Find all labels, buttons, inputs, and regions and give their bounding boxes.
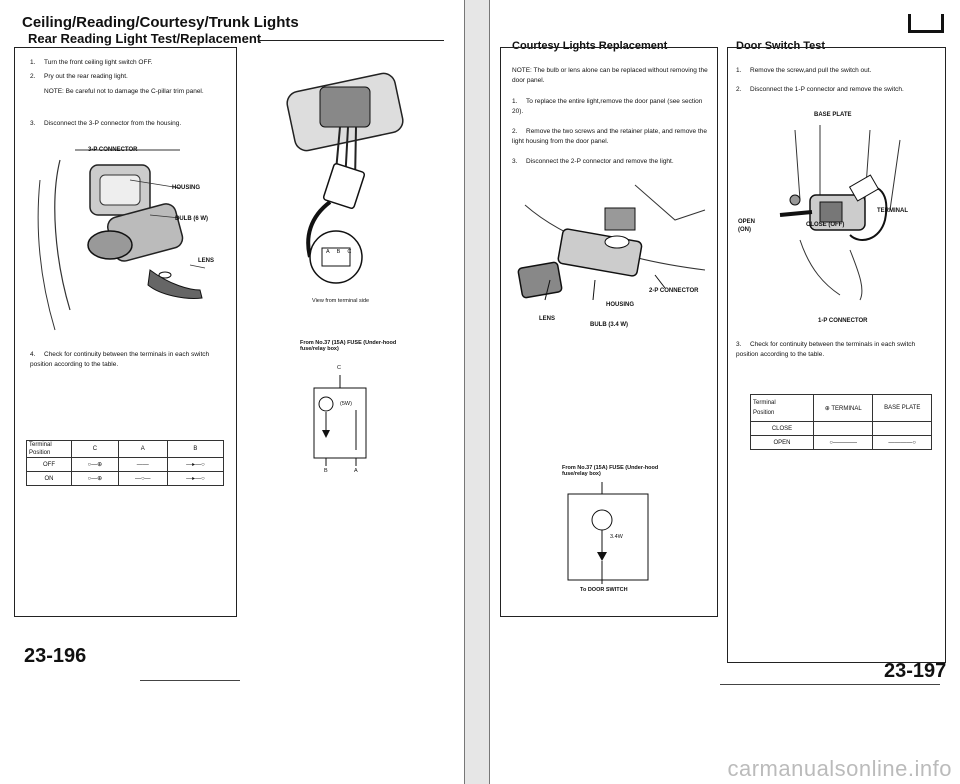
mid-wattage: 3.4W [610,534,623,540]
corner-tab [908,14,944,33]
title-rule [258,40,444,41]
col-plus-terminal: ⊕ TERMINAL [814,395,873,422]
col-a: A [118,441,167,458]
label-1p-connector: 1-P CONNECTOR [818,318,868,324]
label-2p-connector: 2-P CONNECTOR [649,288,699,294]
section-title: Rear Reading Light Test/Replacement [28,31,262,46]
left-step-2: 2. Pry out the rear reading light. [30,73,128,80]
door-switch-diagram [740,120,935,320]
label-housing-mid: HOUSING [606,302,635,308]
door-step-2: 2. Disconnect the 1-P connector and remove the switch. [736,86,904,93]
wire-a: A [354,468,358,474]
row-on: ON [27,472,72,486]
courtesy-step-3: 3. Disconnect the 2-P connector and remove the light. [512,158,674,165]
door-switch-title: Door Switch Test [736,40,826,52]
header-terminal: Terminal [29,442,52,448]
label-housing: HOUSING [172,185,201,191]
page-number-right: 23-197 [884,660,947,682]
terminal-view-label: View from terminal side [312,298,370,304]
courtesy-step-2: 2. Remove the two screws and the retainer plate, and remove the light housing from the door panel. [512,128,708,145]
left-fuse-label: From No.37 (15A) FUSE (Under-hood fuse/relay box) [300,340,397,352]
wire-c: C [337,365,341,371]
binding-spine [464,0,490,784]
page-title: Ceiling/Reading/Courtesy/Trunk Lights [22,14,299,31]
mid-fuse-label: From No.37 (15A) FUSE (Under-hood fuse/relay box) [562,465,659,477]
col-c: C [72,441,119,458]
left-step-1: 1. Turn the front ceiling light switch OFF. [30,59,153,66]
label-open-on: OPEN (ON) [738,219,756,233]
wire-b: B [324,468,328,474]
courtesy-note: NOTE: The bulb or lens alone can be replaced without removing the door panel. [512,67,708,84]
label-base-plate: BASE PLATE [814,112,852,118]
page-number-left: 23-196 [24,645,87,667]
label-close-off: CLOSE (OFF) [806,222,845,228]
footer-rule-right [720,684,940,685]
mid-circuit-diagram [560,478,660,588]
label-bulb-mid: BULB (3.4 W) [590,322,628,328]
to-door-switch: To DOOR SWITCH [580,587,628,593]
left-step-4: 4. Check for continuity between the terminals in each switch position according to the table. [30,351,210,368]
label-lens: LENS [198,258,215,264]
col-base-plate: BASE PLATE [873,395,932,422]
header-position: Position [29,450,51,456]
door-step-3: 3. Check for continuity between the terminals in each switch position according to the table. [736,341,916,358]
rear-light-diagram [30,140,230,340]
door-step-1: 1. Remove the screw,and pull the switch out. [736,67,872,74]
door-header-terminal: Terminal [753,400,776,406]
col-b: B [167,441,223,458]
left-wattage: (5W) [340,401,352,407]
door-continuity-table: Terminal Position ⊕ TERMINAL BASE PLATE CLOSE OPEN ○———— ————○ [750,394,932,450]
row-off: OFF [27,458,72,472]
watermark: carmanualsonline.info [727,756,952,781]
terminal-letters: ABC [326,249,359,255]
label-bulb: BULB (6 W) [175,216,208,222]
courtesy-step-1: 1. To replace the entire light,remove the door panel (see section 20). [512,98,703,115]
left-step-note: NOTE: Be careful not to damage the C-pillar trim panel. [44,88,204,95]
door-header-position: Position [753,410,775,416]
footer-rule [140,680,240,681]
left-continuity-table: Terminal Position C A B OFF ○—⊕ —— —▸—○ ON ○—⊕ —○— —▸—○ [26,440,224,486]
label-3p-connector: 3-P CONNECTOR [88,147,138,153]
row-close: CLOSE [751,422,814,436]
connector-diagram [280,72,440,312]
label-terminal: TERMINAL [877,208,908,214]
left-circuit-diagram [300,370,380,470]
courtesy-title: Courtesy Lights Replacement [512,40,668,52]
row-open: OPEN [751,436,814,450]
label-lens-mid: LENS [539,316,556,322]
left-step-3: 3. Disconnect the 3-P connector from the housing. [30,120,182,127]
